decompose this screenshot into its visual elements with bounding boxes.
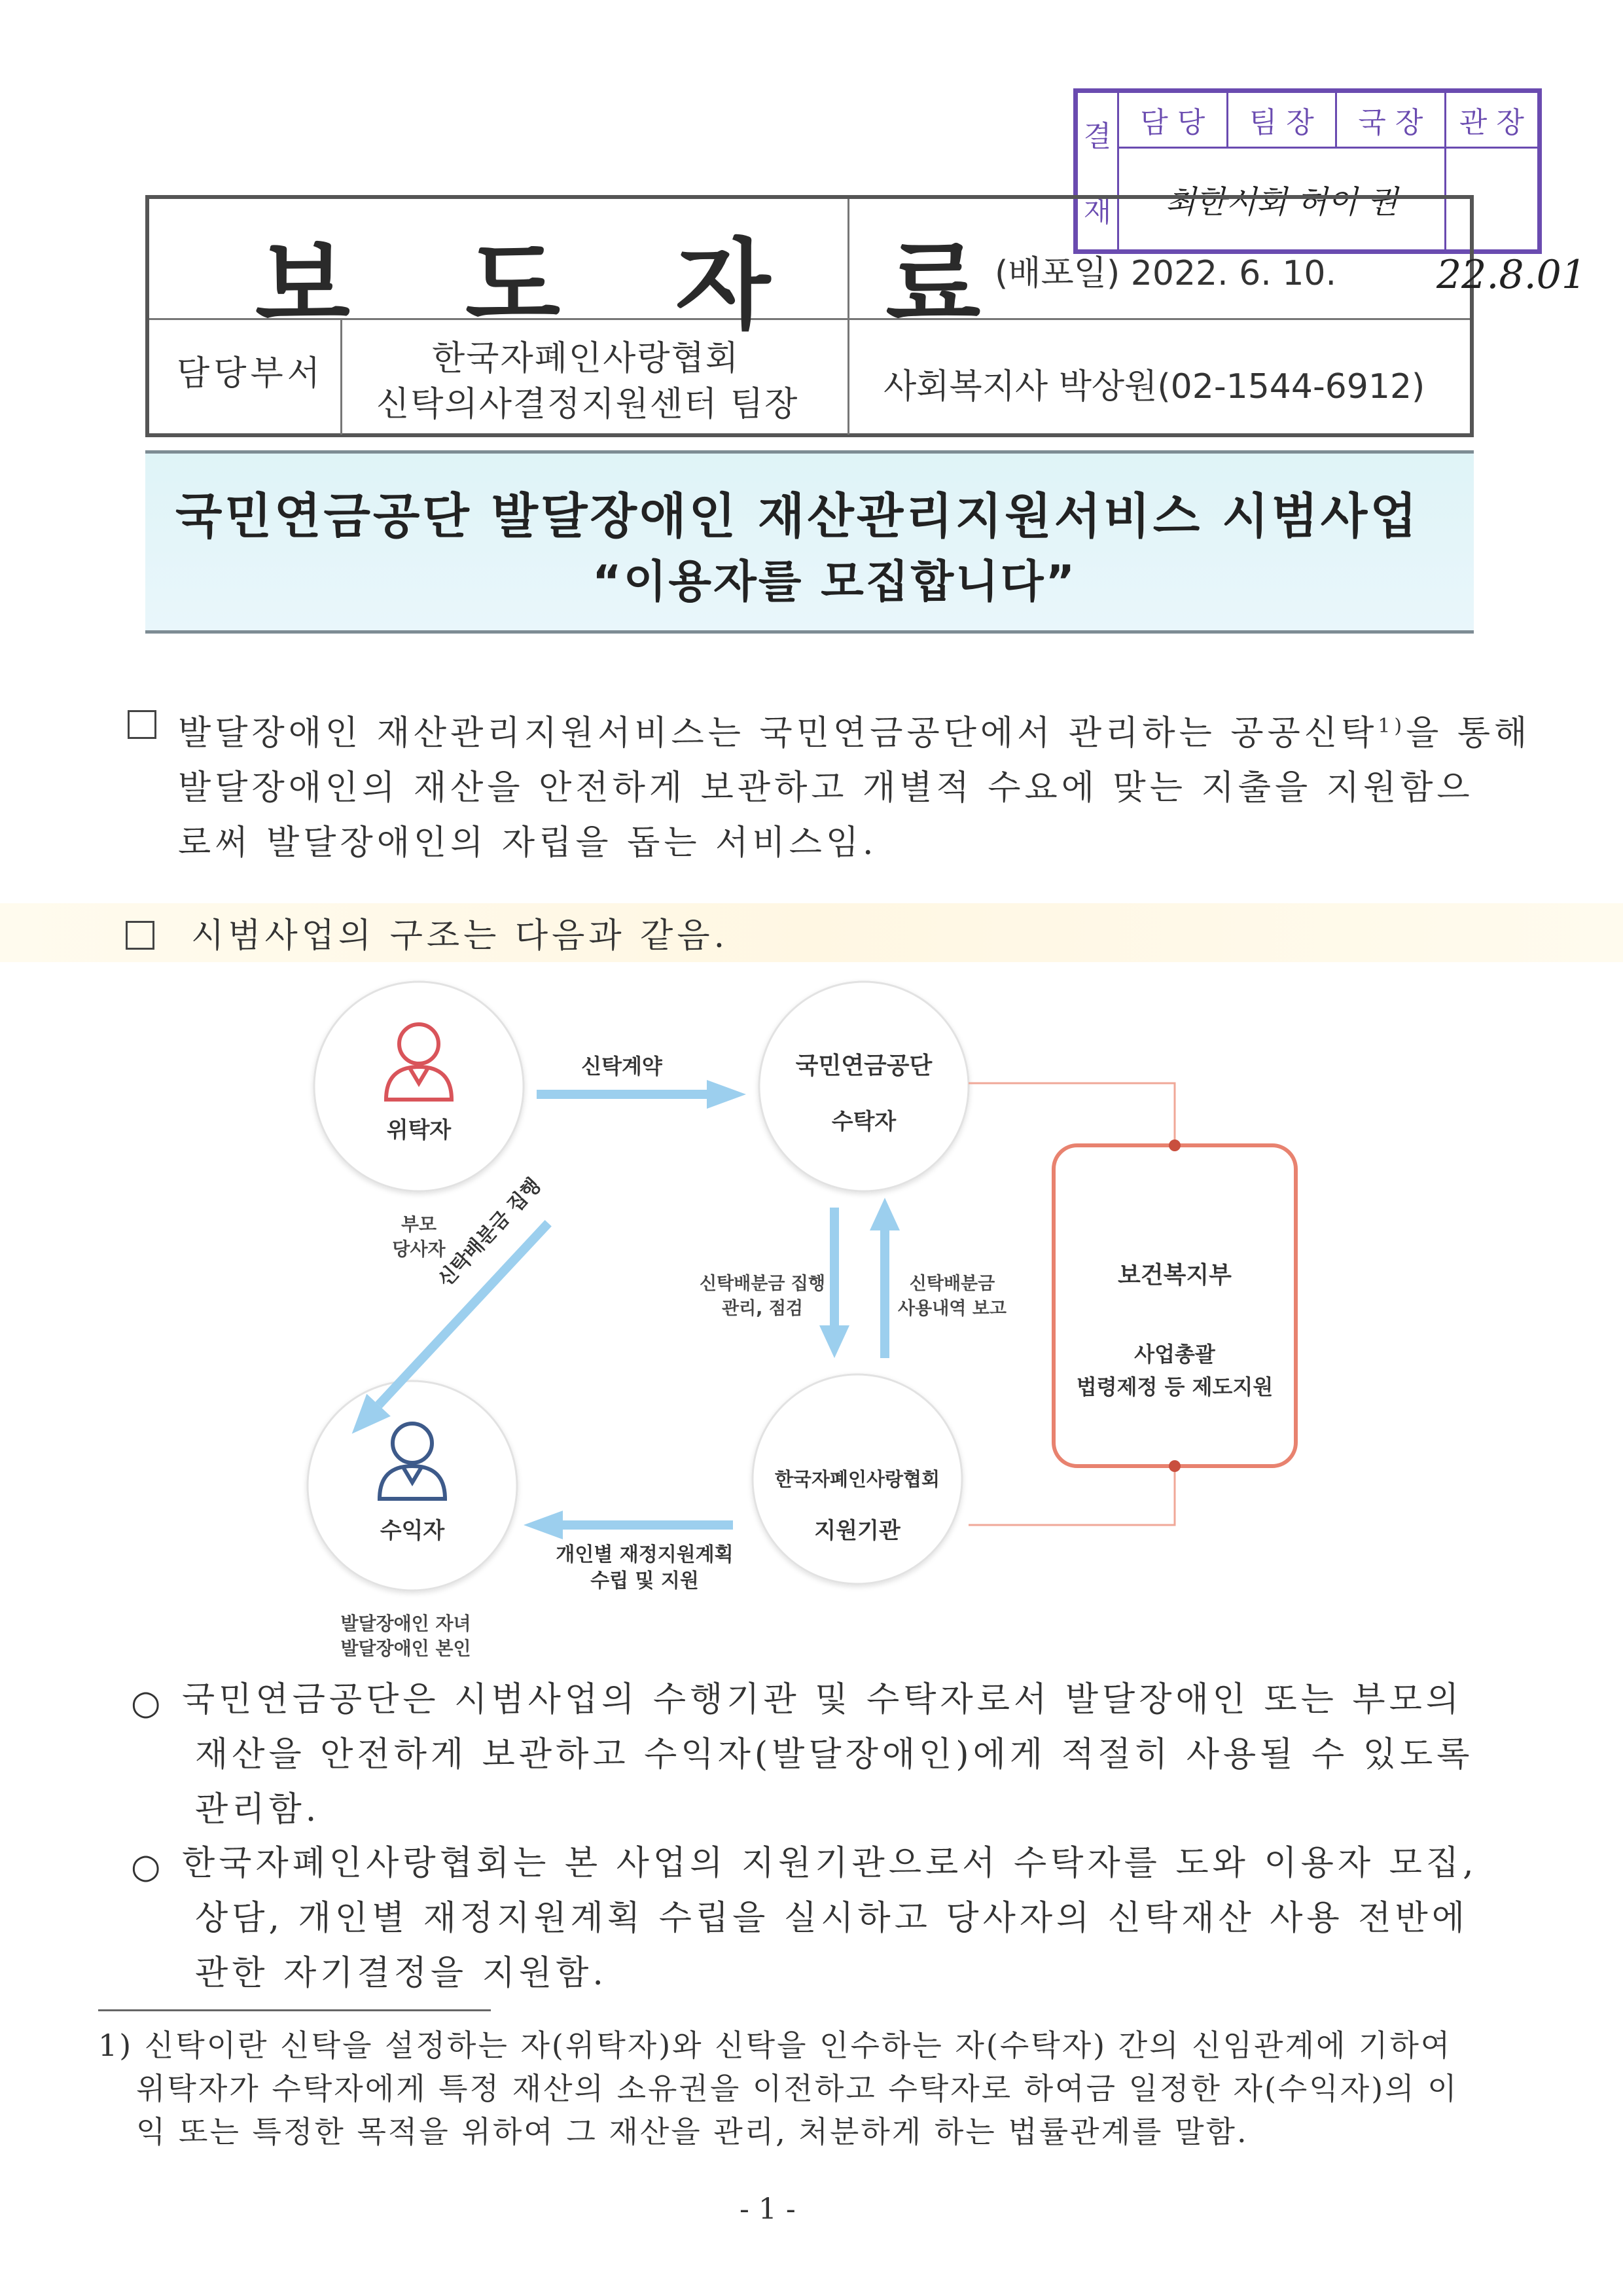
trustee-label: 수탁자 (831, 1109, 897, 1135)
handwritten-date: 22.8.01 (1436, 252, 1587, 298)
beneficiary-label: 수익자 (380, 1518, 445, 1544)
bullet-marker: ○ (131, 1847, 165, 1886)
arrow-contract-label: 신탁계약 (581, 1054, 662, 1079)
support-title: 한국자폐인사랑협회 (774, 1468, 940, 1490)
contact-info: 사회복지사 박상원(02-1544-6912) (883, 367, 1425, 406)
bullet-item: 한국자폐인사랑협회는 본 사업의 지원기관으로서 수탁자를 도와 이용자 모집, 상담, 개인별 재정지원계획 수립을 실시하고 당사자의 신탁재산 사용 전반에 관한 자기결정을 지원함. (182, 1844, 1478, 1993)
truster-sub: 당사자 (392, 1238, 446, 1260)
approval-label-top: 결 재 (1077, 92, 1118, 251)
paragraph-intro: 발달장애인 재산관리지원서비스는 국민연금공단에서 관리하는 공공신탁$^{1)}$을 통해 발달장애인의 재산을 안전하게 보관하고 개별적 수요에 맞는 지출을 지원함으 로써 발달장애인의 자립을 돕는 서비스임. (178, 713, 1531, 863)
ministry-title: 보건복지부 (1118, 1262, 1232, 1289)
connector-dot (1169, 1139, 1181, 1151)
ministry-role: 법령제정 등 제도지원 (1076, 1374, 1274, 1399)
bullet-marker: ○ (131, 1683, 165, 1723)
approval-role: 팀 장 (1227, 92, 1336, 148)
approval-role: 관 장 (1445, 92, 1538, 148)
arrow-manage-label: 신탁배분금 집행 (700, 1274, 825, 1294)
page-number: - 1 - (740, 2193, 796, 2226)
footnote: 1) 신탁이란 신탁을 설정하는 자(위탁자)와 신탁을 인수하는 자(수탁자) 간의 신임관계에 기하여 위탁자가 수탁자에게 특정 재산의 소유권을 이전하고 수탁자로 하여금 일정한 자(수익자)의 이 익 또는 특정한 목적을 위하여 그 재산을 관리, 처분하게 하는 법률관계를 말함. (98, 2028, 1459, 2149)
release-date: (배포일) 2022. 6. 10. (995, 254, 1337, 293)
arrow-report-label: 신탁배분금 (909, 1274, 995, 1294)
connector-line (969, 1466, 1175, 1525)
divider (145, 632, 1474, 634)
page-title: 보 도 자 료 (255, 229, 1022, 343)
truster-label: 위탁자 (386, 1117, 452, 1143)
approval-role: 국 장 (1336, 92, 1446, 148)
headline-main: 국민연금공단 발달장애인 재산관리지원서비스 시범사업 (175, 488, 1419, 545)
dept-team: 신탁의사결정지원센터 팀장 (376, 385, 799, 424)
footnote-divider (98, 2009, 491, 2011)
trust-structure-diagram (288, 969, 1335, 1662)
checkbox-bullet (128, 710, 156, 739)
arrow-contract (537, 1080, 746, 1109)
arrow-plan (524, 1511, 733, 1539)
arrow-report-label: 사용내역 보고 (898, 1299, 1007, 1319)
beneficiary-sub: 발달장애인 본인 (340, 1638, 471, 1659)
bullet-item: 국민연금공단은 시범사업의 수행기관 및 수탁자로서 발달장애인 또는 부모의 재산을 안전하게 보관하고 수익자(발달장애인)에게 적절히 사용될 수 있도록 관리함. (182, 1680, 1474, 1829)
dept-name: 한국자폐인사랑협회 (432, 339, 740, 378)
arrow-manage-label: 관리, 점검 (722, 1299, 803, 1319)
headline-sub: “이용자를 모집합니다” (592, 556, 1077, 608)
trustee-node (759, 982, 969, 1191)
connector-dot (1169, 1460, 1181, 1472)
approval-role: 담 당 (1118, 92, 1228, 148)
arrow-plan-label: 수립 및 지원 (590, 1570, 699, 1592)
support-label: 지원기관 (814, 1518, 901, 1544)
beneficiary-sub: 발달장애인 자녀 (340, 1613, 471, 1634)
arrow-plan-label: 개인별 재정지원계획 (556, 1543, 734, 1566)
footnote-mark: 1) (1378, 715, 1406, 738)
ministry-role: 사업총괄 (1134, 1342, 1215, 1367)
trustee-title: 국민연금공단 (795, 1052, 933, 1079)
ministry-node (1054, 1145, 1296, 1466)
arrow-execution-label: 신탁배분금 집행 (433, 1174, 546, 1292)
truster-sub: 부모 (401, 1213, 437, 1235)
checkbox-bullet (126, 921, 154, 950)
connector-line (969, 1083, 1175, 1145)
handwritten-signature: 최한시회 허이 권 (1118, 148, 1446, 251)
paragraph-structure: 시범사업의 구조는 다음과 같음. (191, 916, 729, 956)
arrow-up (870, 1198, 900, 1358)
dept-label: 담당부서 (177, 354, 324, 393)
